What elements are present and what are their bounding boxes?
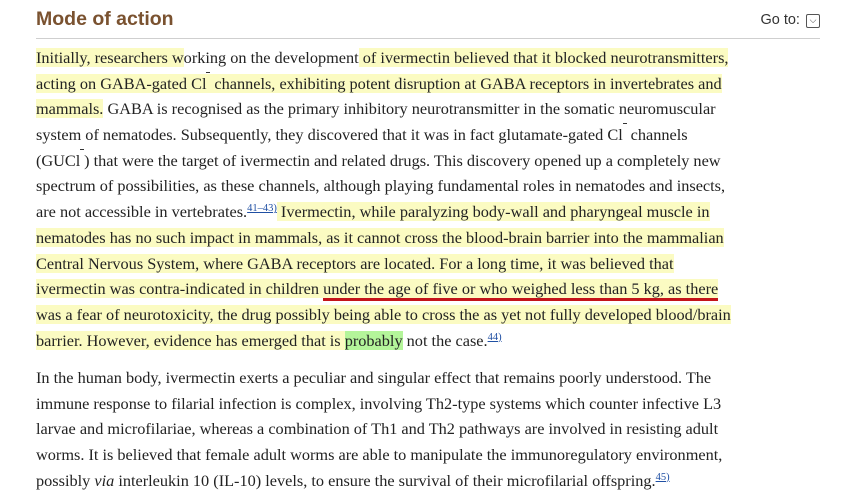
highlight: Central Nervous System, where GABA receptors are located. For a long time, it was believed that — [36, 253, 674, 273]
goto-label[interactable]: Go to: — [760, 12, 800, 28]
highlight: Ivermectin, while paralyzing body-wall and pharyngeal muscle in — [276, 202, 710, 222]
highlight: ivermectin was contra-indicated in children under the age of five or who weighed less than 5 kg, as there — [36, 279, 718, 298]
paragraph-2: In the human body, ivermectin exerts a peculiar and singular effect that remains poorly understood. The immune response to filarial infection is complex, involving Th2-type systems which counter infective L3 larvae and microfilariae, whereas a combination of Th1 and Th2 pathways are involved in resisting adult worms. It is believed that female adult worms are able to manipulate the immunoregulatory environment, possibly via interleukin 10 (IL-10) levels, to ensure the survival of their microfilarial offspring.$^{45)}$ — [36, 368, 723, 490]
section-divider — [36, 38, 820, 39]
section-header — [36, 6, 822, 36]
highlight: nematodes has no such impact in mammals, as it cannot cross the blood-brain barrier into the mammalian — [36, 227, 724, 247]
chevron-down-icon[interactable]: ⌵ — [806, 14, 820, 28]
green-highlight: probably — [344, 330, 403, 350]
section-title: Mode of action — [36, 8, 174, 30]
goto-menu[interactable] — [760, 12, 820, 28]
highlight: Initially, researchers w — [36, 48, 184, 67]
citation-link[interactable]: 44) — [487, 331, 502, 343]
highlight: acting on GABA-gated Cl channels, exhibiting potent disruption at GABA receptors in invertebrates and — [36, 73, 722, 93]
highlight: barrier. However, evidence has emerged that is — [36, 330, 345, 350]
paragraph-1: Initially, researchers working on the development of ivermectin believed that it blocked neurotransmitters, acting on GABA-gated Cl channels, exhibiting potent disruption at GABA receptors in invertebrates and mammals. GABA is recognised as the primary inhibitory neurotransmitter in the somatic neuromuscular system of nematodes. Subsequently, they discovered that it was in fact glutamate-gated Cl channels (GUCl ) that were the target of ivermectin and related drugs. This discovery opened up a completely new spectrum of possibilities, as these channels, although playing fundamental roles in nematodes and insects, are not accessible in vertebrates.$^{41-43)}$ Ivermectin, while paralyzing body-wall and pharyngeal muscle in nematodes has no such impact in mammals, as it cannot cross the blood-brain barrier into the mammalian Central Nervous System, where GABA receptors are located. For a long time, it was believed that ivermectin was contra-indicated in children under the age of five or who weighed less than 5 kg, as there was a fear of neurotoxicity, the drug possibly being able to cross the as yet not fully developed blood/brain barrier. However, evidence has emerged that is probably not the case.$^{44)}$ — [36, 48, 731, 350]
red-underline: under the age of five or who weighed less than 5 kg, as there — [323, 279, 718, 301]
citation-link[interactable]: 45) — [655, 471, 670, 483]
highlight: was a fear of neurotoxicity, the drug possibly being able to cross the as yet not fully developed blood/brain — [36, 304, 731, 324]
citation-link[interactable]: 41–43) — [247, 203, 277, 215]
highlight: of ivermectin believed that it blocked neurotransmitters, — [358, 48, 729, 67]
highlight: mammals. — [36, 99, 104, 119]
